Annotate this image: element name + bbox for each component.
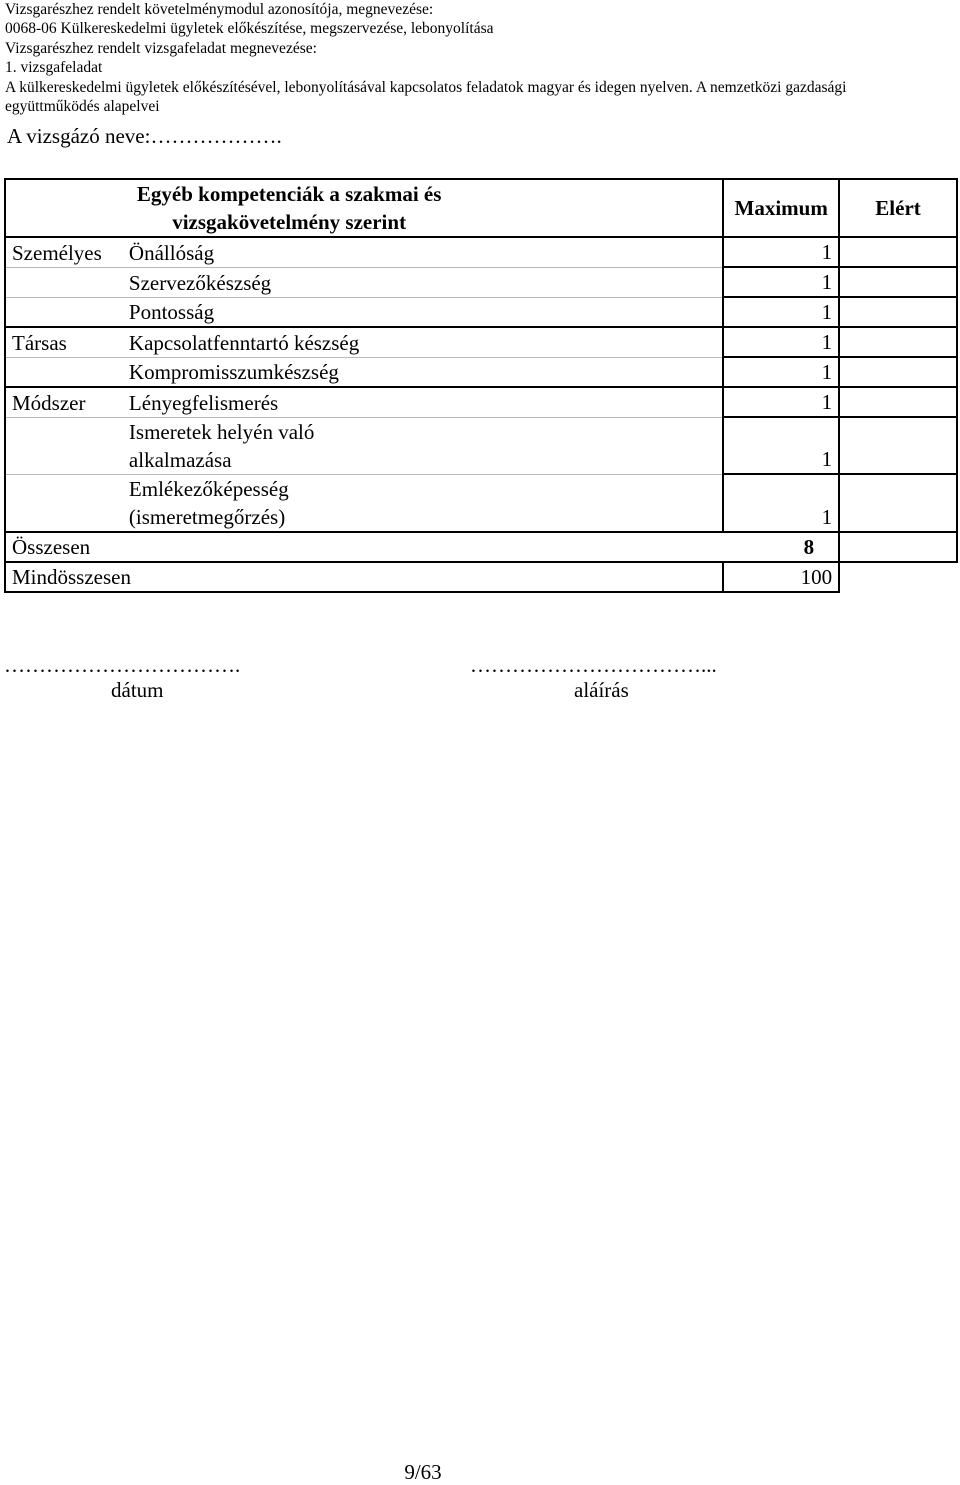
header-achieved: Elért <box>839 179 957 237</box>
row-max: 1 <box>723 297 839 327</box>
row-achieved-cell[interactable] <box>839 267 957 297</box>
grand-total-value: 100 <box>723 562 839 592</box>
table-header-row <box>5 179 957 237</box>
table-row <box>5 474 957 532</box>
row-category <box>5 417 123 474</box>
row-max: 1 <box>723 474 839 532</box>
table-row <box>5 237 957 267</box>
table-row <box>5 327 957 357</box>
total-value: 8 <box>803 534 815 559</box>
table-row <box>5 267 957 297</box>
row-category <box>5 357 123 387</box>
row-achieved-cell[interactable] <box>839 237 957 267</box>
row-max: 1 <box>723 267 839 297</box>
row-competency: Kompromisszumkészség <box>123 357 723 387</box>
grand-total-achieved-cell[interactable] <box>839 562 957 592</box>
examinee-name-label: A vizsgázó neve:………………. <box>7 124 282 148</box>
row-max: 1 <box>723 387 839 417</box>
row-competency: Ismeretek helyén való alkalmazása <box>123 417 723 474</box>
row-category <box>5 474 123 532</box>
header-competency: Egyéb kompetenciák a szakmai és vizsgakövetelmény szerint <box>5 179 723 237</box>
header-line-module-label: Vizsgarészhez rendelt követelménymodul azonosítója, megnevezése: <box>5 1 434 18</box>
table-row <box>5 417 957 474</box>
row-achieved-cell[interactable] <box>839 357 957 387</box>
table-row <box>5 297 957 327</box>
header-line-task-label: Vizsgarészhez rendelt vizsgafeladat megnevezése: <box>5 39 317 57</box>
row-achieved-cell[interactable] <box>839 387 957 417</box>
row-max: 1 <box>723 237 839 267</box>
header-line-task-number: 1. vizsgafeladat <box>5 59 103 77</box>
signature-label: aláírás <box>574 678 629 702</box>
row-category: Társas <box>5 327 123 357</box>
total-label: Összesen <box>12 534 91 559</box>
document-header <box>5 0 950 116</box>
header-line-task-title-cont: együttműködés alapelvei <box>5 98 160 116</box>
header-line-task-title: A külkereskedelmi ügyletek előkészítésével, lebonyolításával kapcsolatos feladatok magyar és idegen nyelven. A nemzetközi gazdasági <box>5 78 847 96</box>
row-max: 1 <box>723 417 839 474</box>
total-achieved-cell[interactable] <box>839 532 957 562</box>
grand-total-row <box>5 562 957 592</box>
row-achieved-cell[interactable] <box>839 297 957 327</box>
row-category: Módszer <box>5 387 123 417</box>
row-achieved-cell[interactable] <box>839 417 957 474</box>
row-achieved-cell[interactable] <box>839 327 957 357</box>
row-competency: Pontosság <box>123 297 723 327</box>
table-row <box>5 357 957 387</box>
total-cell <box>5 532 839 562</box>
row-category <box>5 297 123 327</box>
row-category <box>5 267 123 297</box>
row-achieved-cell[interactable] <box>839 474 957 532</box>
date-dots: ……………………………. <box>4 653 241 677</box>
row-competency: Lényegfelismerés <box>123 387 723 417</box>
row-max: 1 <box>723 327 839 357</box>
row-competency: Emlékezőképesség (ismeretmegőrzés) <box>123 474 723 532</box>
total-row <box>5 532 957 562</box>
competency-score-table <box>4 178 958 593</box>
grand-total-label: Mindösszesen <box>5 562 723 592</box>
row-competency: Önállóság <box>123 237 723 267</box>
header-line-module-name: 0068-06 Külkereskedelmi ügyletek előkészítése, megszervezése, lebonyolítása <box>5 20 494 38</box>
row-max: 1 <box>723 357 839 387</box>
header-maximum: Maximum <box>723 179 839 237</box>
signature-dots: ……………………………... <box>470 653 717 677</box>
page-number: 9/63 <box>404 1460 442 1484</box>
row-category: Személyes <box>5 237 123 267</box>
row-competency: Szervezőkészség <box>123 267 723 297</box>
table-row <box>5 387 957 417</box>
date-label: dátum <box>111 678 164 702</box>
row-competency: Kapcsolatfenntartó készség <box>123 327 723 357</box>
